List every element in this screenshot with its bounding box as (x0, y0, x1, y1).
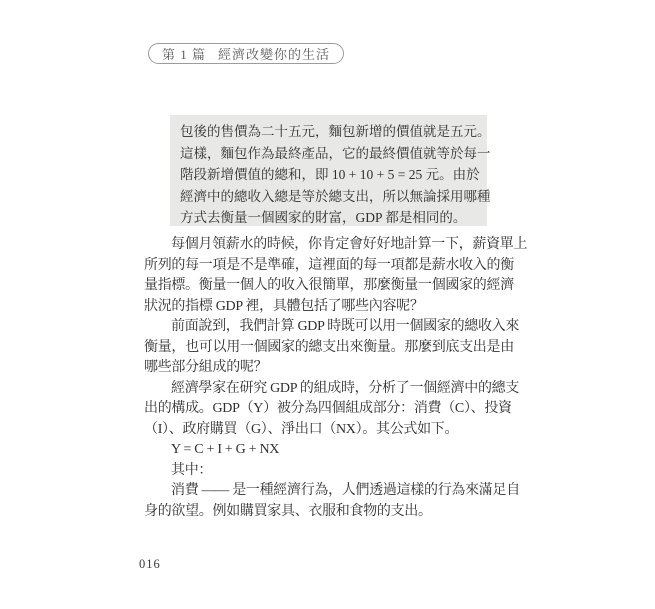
text-line: 其中： (171, 462, 213, 478)
text-line: 每個月領薪水的時候，你肯定會好好地計算一下，薪資單上 (171, 237, 528, 252)
excerpt-line: 這樣，麵包作為最終產品，它的最終價值就等於每一 (180, 145, 491, 161)
excerpt-highlight-box (170, 115, 491, 226)
body-text (144, 235, 528, 522)
text-line: 前面說到，我們計算 GDP 時既可以用一個國家的總收入來 (171, 319, 520, 334)
excerpt-line: 方式去衡量一個國家的財富，GDP 都是相同的。 (180, 210, 467, 226)
text-line: 衡量，也可以用一個國家的總支出來衡量。那麼到底支出是由 (144, 339, 514, 355)
text-line: 出的構成。GDP（Y）被分為四個組成部分：消費（C）、投資 (144, 401, 512, 416)
text-line: 所列的每一項是不是準確，這裡面的每一項都是薪水收入的衡 (144, 257, 514, 273)
page-number: 016 (139, 557, 161, 571)
excerpt-line: 階段新增價值的總和，即 10 + 10 + 5 = 25 元。由於 (180, 167, 480, 183)
excerpt-line: 經濟中的總收入總是等於總支出，所以無論採用哪種 (180, 188, 491, 204)
text-line: 量指標。衡量一個人的收入很簡單，那麼衡量一個國家的經濟 (144, 278, 514, 293)
text-line: 身的欲望。例如購買家具、衣服和食物的支出。 (144, 503, 432, 519)
chapter-title: 經濟改變你的生活 (218, 47, 331, 62)
part-label: 第 1 篇 (162, 47, 207, 62)
text-line: 狀況的指標 GDP 裡，具體包括了哪些內容呢？ (144, 298, 424, 314)
text-line: 哪些部分組成的呢？ (144, 360, 268, 375)
text-line: 經濟學家在研究 GDP 的組成時，分析了一個經濟中的總支 (171, 380, 520, 396)
gdp-formula-line: Y = C + I + G + NX (171, 442, 280, 457)
text-line: 消費 —— 是一種經濟行為，人們透過這樣的行為來滿足自 (171, 483, 520, 498)
text-line: （I）、政府購買（G）、淨出口（NX）。其公式如下。 (144, 421, 459, 437)
excerpt-line: 包後的售價為二十五元，麵包新增的價值就是五元。 (180, 124, 491, 139)
chapter-header-pill (148, 43, 344, 64)
